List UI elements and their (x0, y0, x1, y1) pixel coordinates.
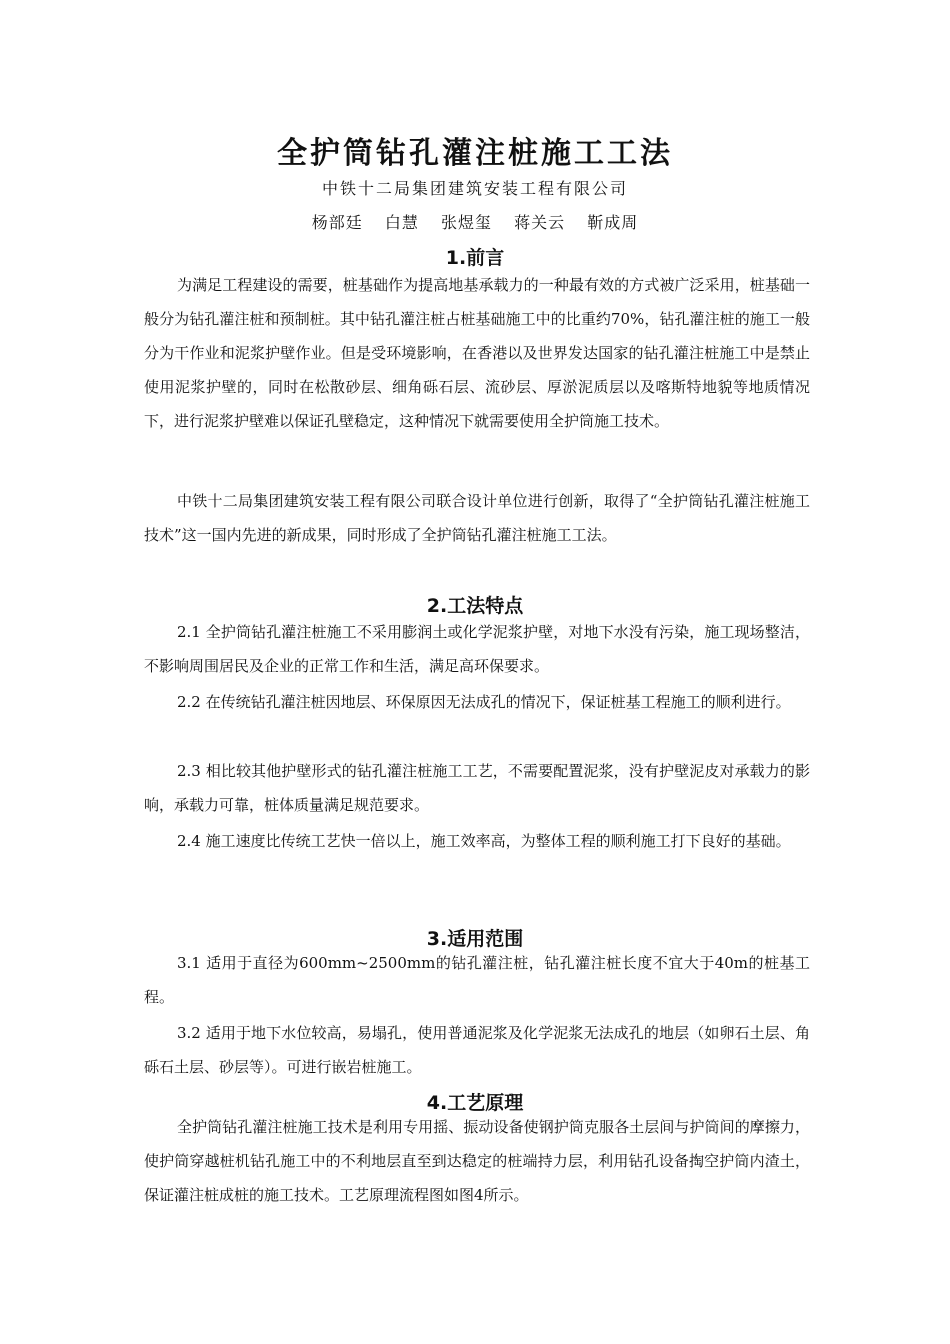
paragraph: 全护筒钻孔灌注桩施工技术是利用专用摇、振动设备使钢护筒克服各土层间与护筒间的摩擦力，使护筒穿越桩机钻孔施工中的不利地层直至到达稳定的桩端持力层，利用钻孔设备掏空护筒内渣土，保证灌注桩成桩的施工技术。工艺原理流程图如图4所示。 (144, 1118, 810, 1204)
document-title: 全护筒钻孔灌注桩施工工法 (277, 136, 673, 171)
paragraph: 3.2 适用于地下水位较高，易塌孔，使用普通泥浆及化学泥浆无法成孔的地层（如卵石土层、角砾石土层、砂层等）。可进行嵌岩桩施工。 (144, 1024, 810, 1076)
section-heading-scope: 3.适用范围 (426, 928, 524, 950)
author-name: 杨部廷 (311, 213, 363, 232)
author-name: 张煜玺 (440, 213, 492, 232)
author-list (0, 210, 950, 233)
paragraph: 2.4 施工速度比传统工艺快一倍以上，施工效率高，为整体工程的顺利施工打下良好的基础。 (177, 832, 791, 850)
paragraph: 2.3 相比较其他护壁形式的钻孔灌注桩施工工艺，不需要配置泥浆，没有护壁泥皮对承载力的影响，承载力可靠，桩体质量满足规范要求。 (144, 762, 810, 814)
paragraph: 为满足工程建设的需要，桩基础作为提高地基承载力的一种最有效的方式被广泛采用，桩基础一般分为钻孔灌注桩和预制桩。其中钻孔灌注桩占桩基础施工中的比重约70%，钻孔灌注桩的施工一般分为干作业和泥浆护壁作业。但是受环境影响，在香港以及世界发达国家的钻孔灌注桩施工中是禁止使用泥浆护壁的，同时在松散砂层、细角砾石层、流砂层、厚淤泥质层以及喀斯特地貌等地质情况下，进行泥浆护壁难以保证孔壁稳定，这种情况下就需要使用全护筒施工技术。 (144, 276, 810, 430)
author-name: 白慧 (384, 213, 419, 232)
paragraph: 中铁十二局集团建筑安装工程有限公司联合设计单位进行创新，取得了“全护筒钻孔灌注桩施工技术”这一国内先进的新成果，同时形成了全护筒钻孔灌注桩施工工法。 (144, 492, 810, 544)
company-name: 中铁十二局集团建筑安装工程有限公司 (321, 179, 628, 198)
author-name: 蒋关云 (514, 213, 566, 232)
section-heading-features: 2.工法特点 (426, 595, 524, 617)
section-heading-preface: 1.前言 (445, 247, 505, 269)
paragraph: 2.1 全护筒钻孔灌注桩施工不采用膨润土或化学泥浆护壁，对地下水没有污染，施工现场整洁，不影响周围居民及企业的正常工作和生活，满足高环保要求。 (144, 623, 810, 675)
section-heading-principle: 4.工艺原理 (426, 1092, 524, 1114)
author-name: 靳成周 (587, 213, 639, 232)
paragraph: 3.1 适用于直径为600mm~2500mm的钻孔灌注桩，钻孔灌注桩长度不宜大于40m的桩基工程。 (144, 954, 810, 1006)
paragraph: 2.2 在传统钻孔灌注桩因地层、环保原因无法成孔的情况下，保证桩基工程施工的顺利进行。 (177, 693, 791, 711)
